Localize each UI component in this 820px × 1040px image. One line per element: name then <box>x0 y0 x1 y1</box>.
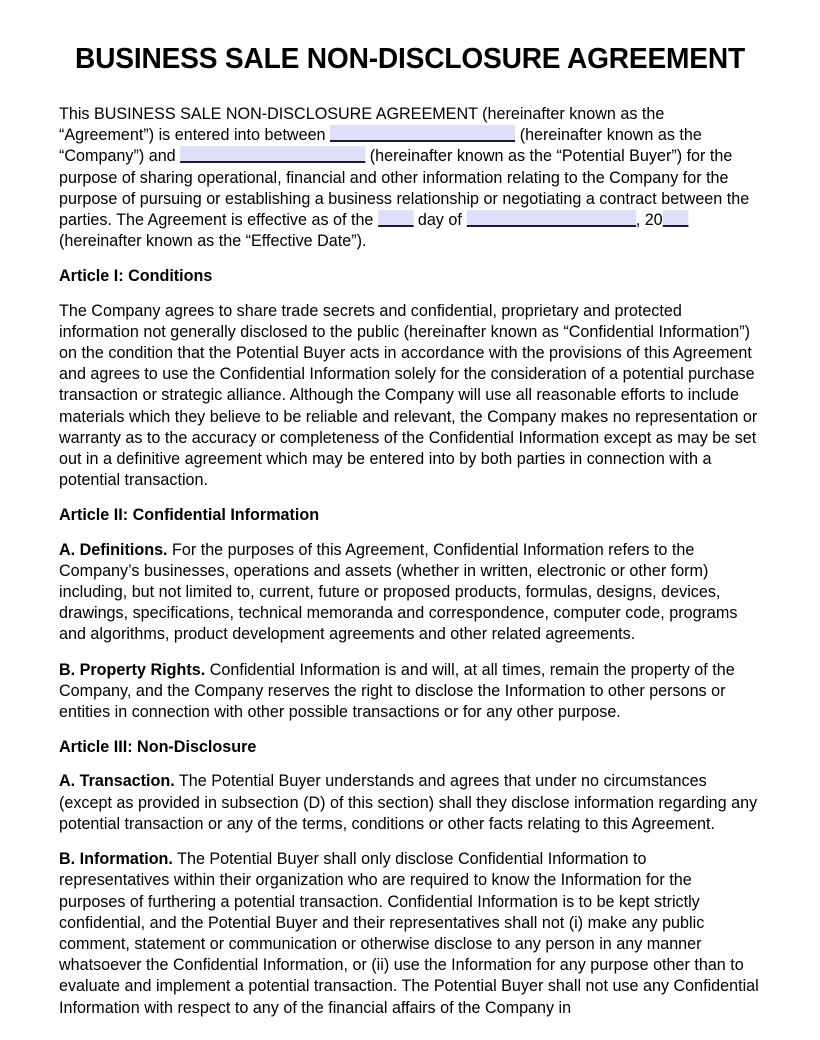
effective-day-blank[interactable] <box>378 210 413 227</box>
section-label-transaction: A. Transaction. <box>59 772 175 791</box>
effective-month-blank[interactable] <box>466 210 635 227</box>
section-body-text: The Potential Buyer shall only disclose Confidential Information to representatives within their organization who are required to know the Information for the purposes of furthering a potential transaction. Confidential Information is to be kept strictly confidential, and the Potential Buyer and their representatives shall not (i) make any public comment, statement or communication or otherwise disclose to any person in any manner whatsoever the Confidential Information, or (ii) use the Information for any purpose other than to evaluate and implement a potential transaction. The Potential Buyer shall not use any Confidential Information with respect to any of the financial affairs of the Company in <box>59 850 759 1017</box>
section-body-text: The Potential Buyer understands and agrees that under no circumstances (except as provided in subsection (D) of this section) shall they disclose information regarding any potential transaction or any of the terms, conditions or other facts relating to this Agreement. <box>59 772 758 833</box>
section-body-text: For the purposes of this Agreement, Confidential Information refers to the Company’s businesses, operations and assets (whether in written, electronic or other form) including, but not limited to, current, future or proposed products, formulas, designs, devices, drawings, specifications, technical memoranda and correspondence, computer code, programs and algorithms, product development agreements and other related agreements. <box>59 540 738 644</box>
company-name-blank[interactable] <box>330 125 515 142</box>
section-label-information: B. Information. <box>59 850 173 869</box>
intro-text-segment-4: day of <box>413 211 467 230</box>
article-2-section-a <box>59 540 760 646</box>
article-heading-2: Article II: Confidential Information <box>59 506 320 525</box>
article-2-section-b <box>59 660 760 724</box>
intro-text-segment-3: (hereinafter known as the “Potential Buyer”) for the purpose of sharing operational, financial and other information relating to the Company for the purpose of pursuing or establishing a business relationship or negotiating a contract between the parties. The Agreement is effective as of the <box>59 147 750 230</box>
article-1-section-a <box>59 301 760 492</box>
article-3-section-b <box>59 849 760 1019</box>
section-body-text: Confidential Information is and will, at all times, remain the property of the Company, and the Company reserves the right to disclose the Information to other persons or entities in connection with other possible transactions or for any other purpose. <box>59 660 735 722</box>
article-3-section-a <box>59 771 760 835</box>
section-label-property-rights: B. Property Rights. <box>59 660 206 679</box>
article-heading-3: Article III: Non-Disclosure <box>59 738 257 757</box>
effective-year-blank[interactable] <box>663 210 689 227</box>
section-label-definitions: A. Definitions. <box>59 540 168 559</box>
intro-text-segment-2: (hereinafter known as the “Company”) and <box>59 126 702 166</box>
section-body-text: The Company agrees to share trade secrets and confidential, proprietary and protected information not generally disclosed to the public (hereinafter known as “Confidential Information”) on the condition that the Potential Buyer acts in accordance with the provisions of this Agreement and agrees to use the Confidential Information solely for the consideration of a potential purchase transaction or strategic alliance. Although the Company will use all reasonable efforts to include materials which they believe to be reliable and relevant, the Company makes no representation or warranty as to the accuracy or completeness of the Confidential Information except as may be set out in a definitive agreement which may be entered into by both parties in connection with a potential transaction. <box>59 301 758 490</box>
potential-buyer-name-blank[interactable] <box>180 146 365 163</box>
intro-text-segment-6: (hereinafter known as the “Effective Date”). <box>59 232 367 251</box>
article-heading-1: Article I: Conditions <box>59 267 213 286</box>
page-title: BUSINESS SALE NON-DISCLOSURE AGREEMENT <box>75 43 745 76</box>
intro-text-segment-5: , 20 <box>635 211 663 230</box>
intro-paragraph <box>59 104 760 252</box>
intro-text-segment-1: This BUSINESS SALE NON-DISCLOSURE AGREEMENT (hereinafter known as the “Agreement”) is entered into between <box>59 105 665 145</box>
document-body <box>59 104 771 1019</box>
